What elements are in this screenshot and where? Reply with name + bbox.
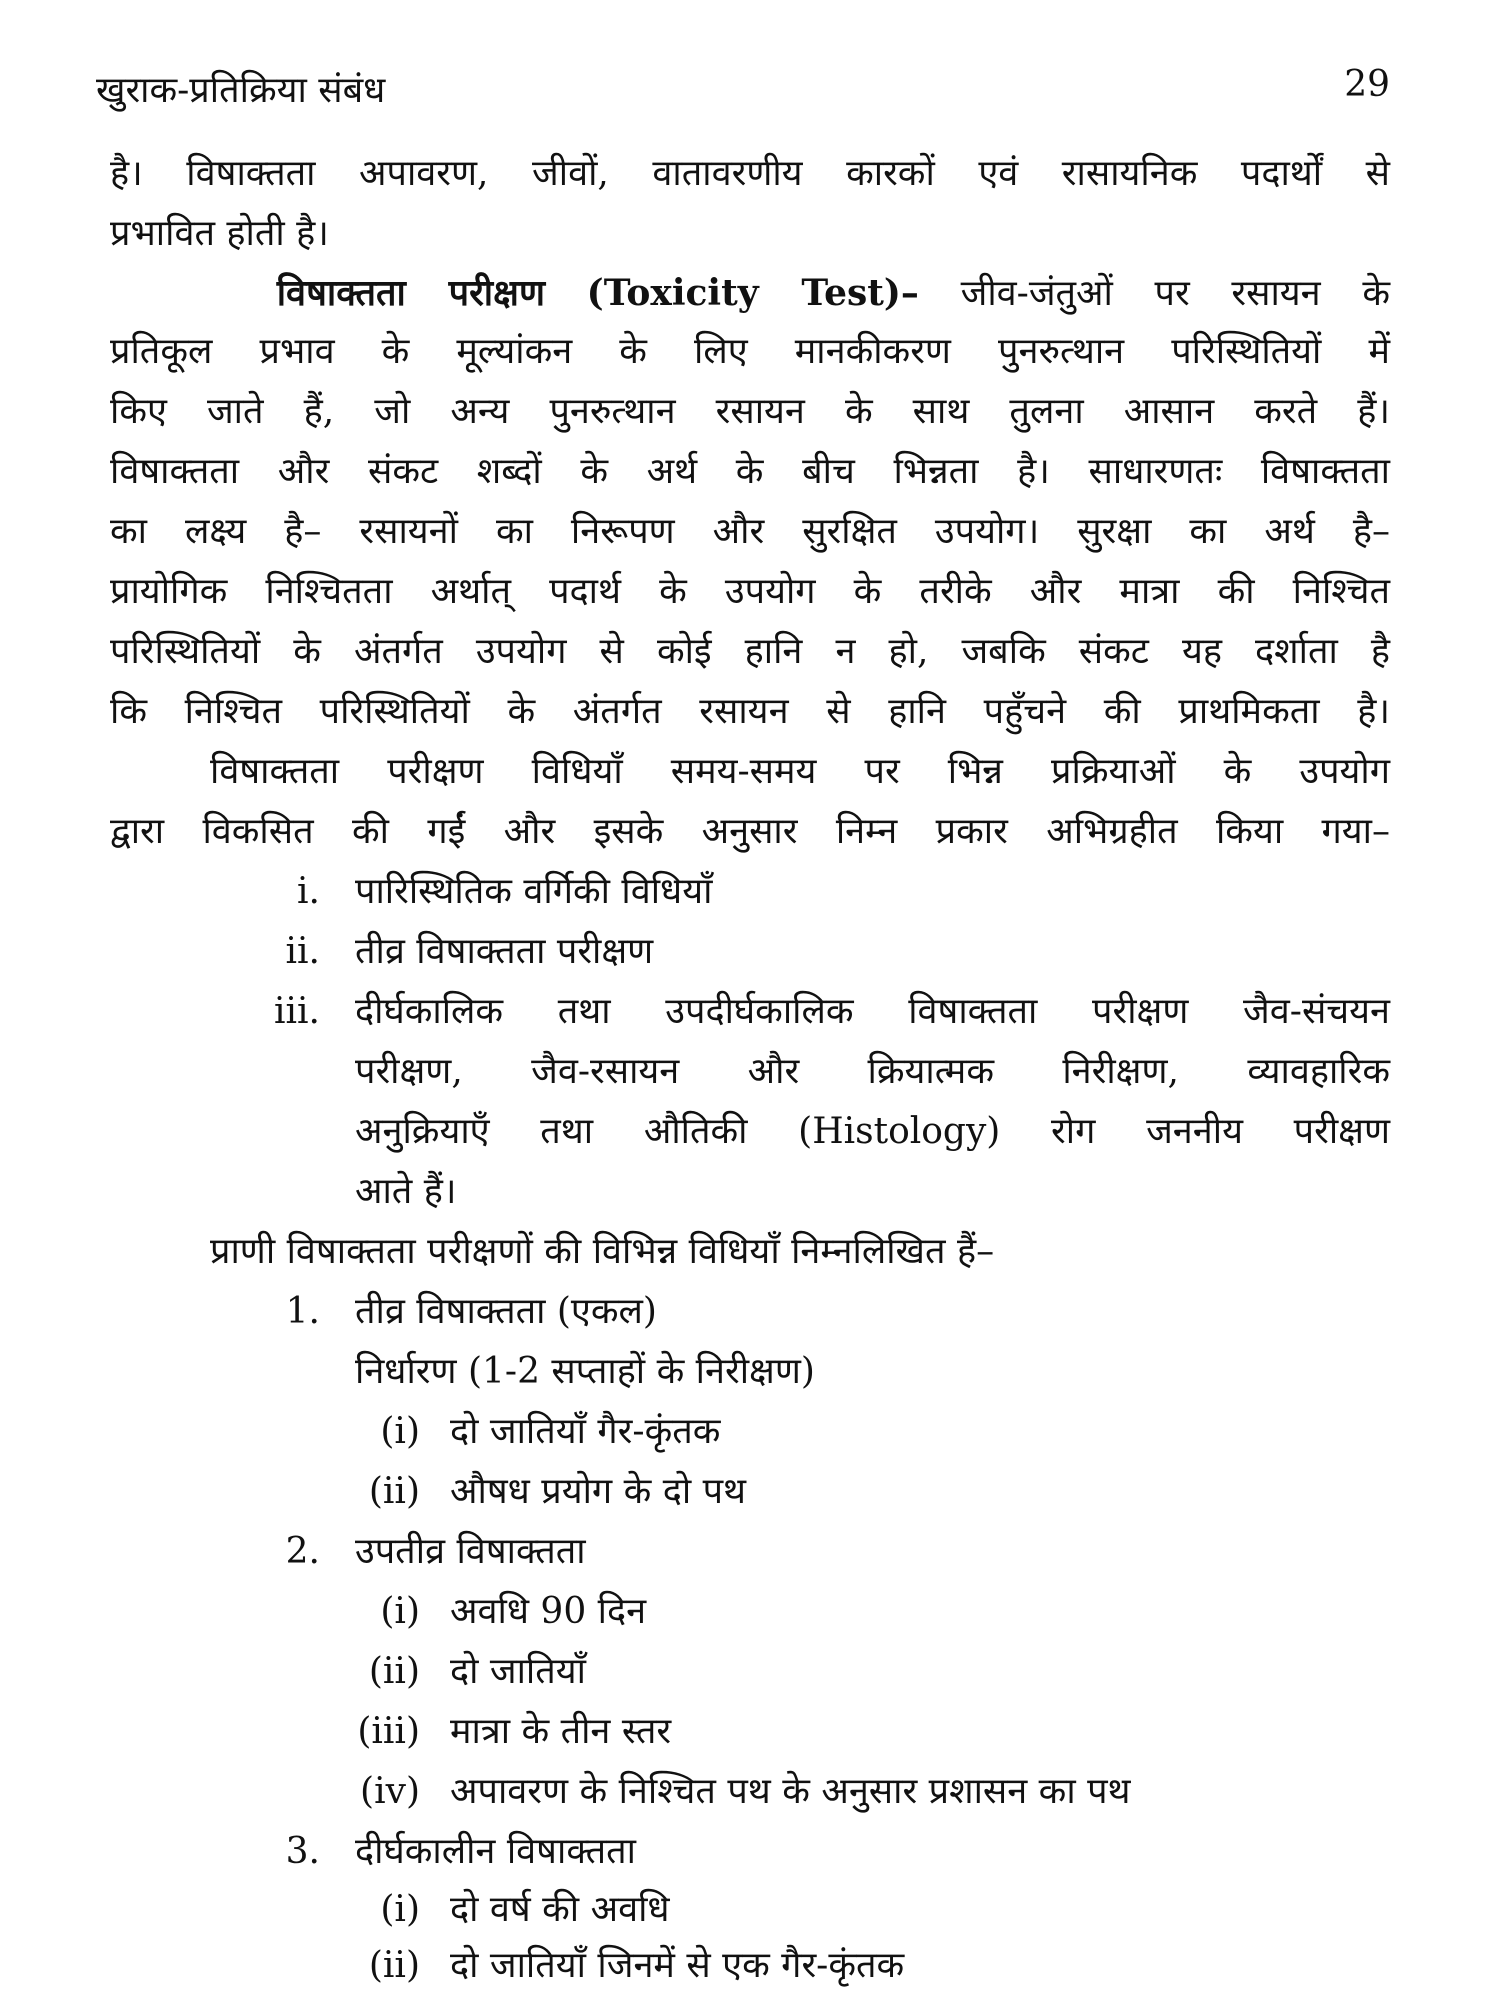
method-number: 2. [285, 1531, 320, 1572]
sub-item-number: (ii) [368, 1471, 420, 1512]
section-first-line [110, 272, 1390, 315]
sub-item: दो जातियाँ गैर-कृंतक [450, 1411, 721, 1452]
method-subtitle: निर्धारण (1-2 सप्ताहों के निरीक्षण) [355, 1351, 815, 1392]
list-number: i. [297, 871, 320, 912]
header-title: खुराक-प्रतिक्रिया संबंध [96, 70, 386, 111]
body-line: विषाक्तता और संकट शब्दों के अर्थ के बीच भिन्नता है। साधारणतः विषाक्तता [110, 451, 1390, 492]
list-number: ii. [285, 931, 320, 972]
body-line: परिस्थितियों के अंतर्गत उपयोग से कोई हानि न हो, जबकि संकट यह दर्शाता है [110, 631, 1390, 672]
sub-item-number: (ii) [368, 1945, 420, 1986]
sub-item-number: (i) [380, 1591, 420, 1632]
body-line: का लक्ष्य है– रसायनों का निरूपण और सुरक्षित उपयोग। सुरक्षा का अर्थ है– [110, 511, 1390, 552]
sub-item-number: (ii) [368, 1651, 420, 1692]
method-title: दीर्घकालीन विषाक्तता [355, 1831, 636, 1872]
intro-line: है। विषाक्तता अपावरण, जीवों, वातावरणीय कारकों एवं रासायनिक पदार्थों से [110, 153, 1390, 194]
sub-item: अवधि 90 दिन [450, 1591, 647, 1632]
list-item: तीव्र विषाक्तता परीक्षण [355, 931, 654, 972]
list-number: iii. [274, 991, 320, 1032]
sub-item-number: (iv) [360, 1771, 420, 1812]
sub-item-number: (i) [380, 1411, 420, 1452]
list-item-continued: परीक्षण, जैव-रसायन और क्रियात्मक निरीक्षण, व्यावहारिक [355, 1051, 1390, 1092]
method-title: तीव्र विषाक्तता (एकल) [355, 1291, 657, 1332]
method-number: 1. [285, 1291, 320, 1332]
body-line: प्रतिकूल प्रभाव के मूल्यांकन के लिए मानकीकरण पुनरुत्थान परिस्थितियों में [110, 331, 1390, 372]
method-number: 3. [285, 1831, 320, 1872]
list-item-continued: आते हैं। [355, 1171, 457, 1212]
running-header [96, 64, 1390, 120]
sub-item: दो जातियाँ [450, 1651, 586, 1692]
sub-item-number: (i) [380, 1889, 420, 1930]
sub-item: मात्रा के तीन स्तर [450, 1711, 672, 1752]
page-number: 29 [1344, 64, 1390, 105]
section-heading: विषाक्तता परीक्षण [276, 272, 545, 314]
list-item: पारिस्थितिक वर्गिकी विधियाँ [355, 871, 713, 912]
body-line: विषाक्तता परीक्षण विधियाँ समय-समय पर भिन्न प्रक्रियाओं के उपयोग [210, 751, 1390, 792]
list-item-continued: अनुक्रियाएँ तथा औतिकी (Histology) रोग जननीय परीक्षण [355, 1111, 1390, 1152]
body-line: किए जाते हैं, जो अन्य पुनरुत्थान रसायन के साथ तुलना आसान करते हैं। [110, 391, 1390, 432]
section-heading-english: (Toxicity Test)– [586, 272, 919, 314]
list-item: दीर्घकालिक तथा उपदीर्घकालिक विषाक्तता परीक्षण जैव-संचयन [355, 991, 1390, 1032]
intro-line: प्रभावित होती है। [110, 213, 329, 254]
body-line: प्रायोगिक निश्चितता अर्थात् पदार्थ के उपयोग के तरीके और मात्रा की निश्चित [110, 571, 1390, 612]
body-line: द्वारा विकसित की गईं और इसके अनुसार निम्न प्रकार अभिग्रहीत किया गया– [110, 811, 1390, 852]
sub-item: दो जातियाँ जिनमें से एक गैर-कृंतक [450, 1945, 905, 1986]
sub-item: अपावरण के निश्चित पथ के अनुसार प्रशासन का पथ [450, 1771, 1131, 1812]
section-text: जीव-जंतुओं पर रसायन के [960, 273, 1390, 314]
body-line: प्राणी विषाक्तता परीक्षणों की विभिन्न विधियाँ निम्नलिखित हैं– [210, 1231, 995, 1272]
method-title: उपतीव्र विषाक्तता [355, 1531, 586, 1572]
body-line: कि निश्चित परिस्थितियों के अंतर्गत रसायन से हानि पहुँचने की प्राथमिकता है। [110, 691, 1390, 732]
sub-item: दो वर्ष की अवधि [450, 1889, 670, 1930]
sub-item: औषध प्रयोग के दो पथ [450, 1471, 747, 1512]
sub-item-number: (iii) [357, 1711, 420, 1752]
